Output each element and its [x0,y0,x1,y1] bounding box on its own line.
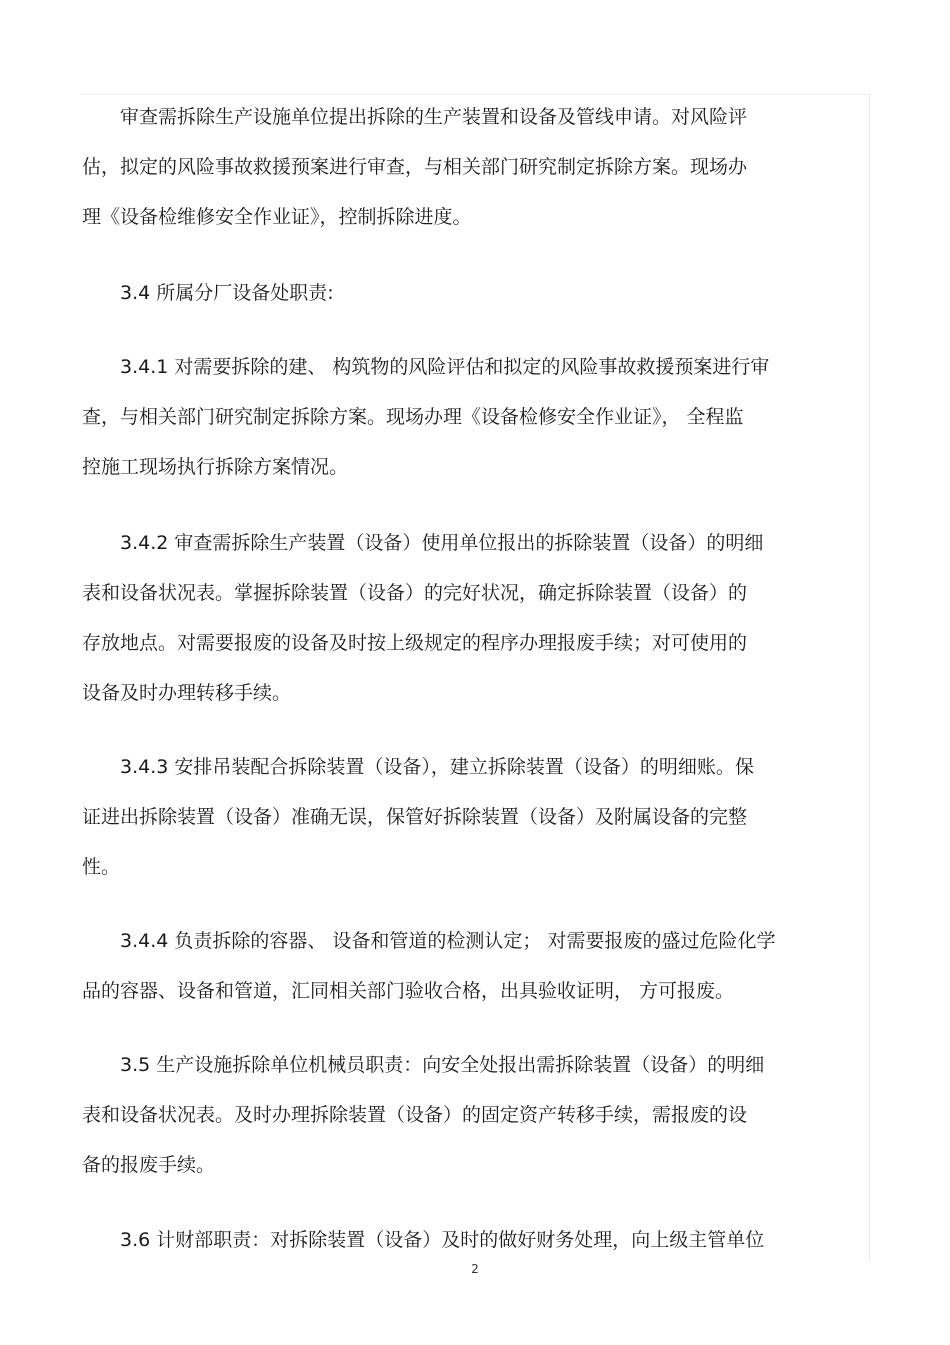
text-line: 3.4.3 安排吊装配合拆除装置（设备），建立拆除装置（设备）的明细账。保 [120,756,754,778]
text-line: 3.5 生产设施拆除单位机械员职责：向安全处报出需拆除装置（设备）的明细 [120,1054,765,1076]
paragraph-3-4-2 [82,518,872,718]
text-line: 3.4.2 审查需拆除生产装置（设备）使用单位报出的拆除装置（设备）的明细 [120,532,764,554]
text-line: 存放地点。对需要报废的设备及时按上级规定的程序办理报废手续；对可使用的 [82,632,748,654]
paragraph-3-5 [82,1040,872,1190]
text-line: 理《设备检维修安全作业证》，控制拆除进度。 [82,206,472,228]
text-line: 设备及时办理转移手续。 [82,682,292,704]
page-number: 2 [471,1262,479,1276]
paragraph-3-6 [82,1215,872,1265]
text-line: 审查需拆除生产设施单位提出拆除的生产装置和设备及管线申请。对风险评 [120,106,748,128]
text-line: 备的报废手续。 [82,1154,216,1176]
text-line: 表和设备状况表。及时办理拆除装置（设备）的固定资产转移手续，需报废的设 [82,1104,748,1126]
text-line: 证进出拆除装置（设备）准确无误，保管好拆除装置（设备）及附属设备的完整 [82,806,748,828]
text-line: 3.4.1 对需要拆除的建、 构筑物的风险评估和拟定的风险事故救援预案进行审 [120,356,770,378]
text-line: 品的容器、设备和管道，汇同相关部门验收合格，出具验收证明， 方可报废。 [82,980,735,1002]
paragraph-3-4-3 [82,742,872,892]
paragraph-review-application [82,92,872,242]
text-line: 3.4 所属分厂设备处职责: [120,282,334,304]
paragraph-3-4-1 [82,342,872,492]
text-line: 查，与相关部门研究制定拆除方案。现场办理《设备检修安全作业证》， 全程监 [82,406,744,428]
heading-3-4 [82,268,872,318]
text-line: 性。 [82,856,121,878]
text-line: 表和设备状况表。掌握拆除装置（设备）的完好状况，确定拆除装置（设备）的 [82,582,748,604]
text-line: 3.4.4 负责拆除的容器、 设备和管道的检测认定； 对需要报废的盛过危险化学 [120,930,776,952]
text-line: 控施工现场执行拆除方案情况。 [82,456,349,478]
text-line: 估，拟定的风险事故救援预案进行审查，与相关部门研究制定拆除方案。现场办 [82,156,748,178]
text-line: 3.6 计财部职责：对拆除装置（设备）及时的做好财务处理，向上级主管单位 [120,1229,765,1251]
paragraph-3-4-4 [82,916,872,1016]
